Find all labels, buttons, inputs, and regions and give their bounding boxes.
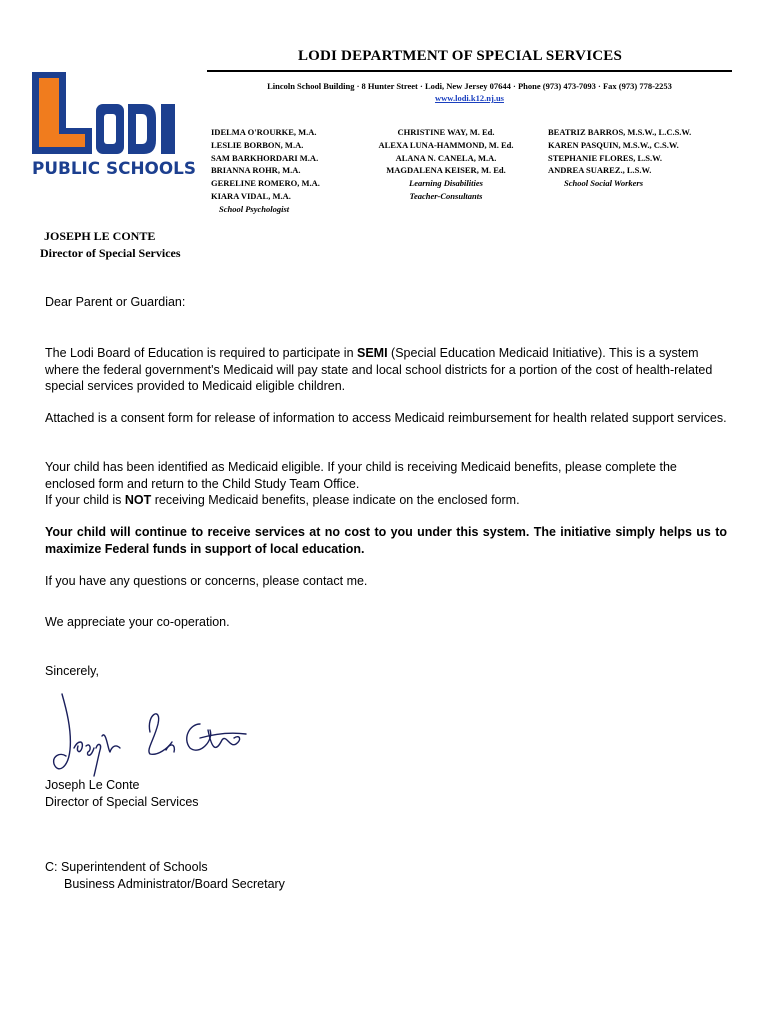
staff-name: ALEXA LUNA-HAMMOND, M. Ed.	[378, 139, 514, 150]
cc-superintendent: C: Superintendent of Schools	[45, 860, 208, 874]
staff-name: GERELINE ROMERO, M.A.	[211, 178, 320, 189]
staff-role: Teacher-Consultants	[409, 190, 483, 201]
paragraph-eligibility	[45, 459, 727, 509]
staff-name: KAREN PASQUIN, M.S.W., C.S.W.	[548, 139, 679, 150]
social-workers-column	[548, 126, 723, 190]
staff-name: SAM BARKHORDARI M.A.	[211, 152, 319, 163]
signature-image	[50, 690, 250, 780]
not-receiving-line	[45, 492, 727, 509]
cc-block	[45, 859, 727, 892]
staff-name: LESLIE BORBON, M.A.	[211, 139, 304, 150]
paragraph-contact: If you have any questions or concerns, please contact me.	[45, 574, 368, 588]
semi-emphasis: SEMI	[357, 346, 388, 360]
text-run: The Lodi Board of Education is required to participate in	[45, 346, 357, 360]
staff-name: ANDREA SUAREZ., L.S.W.	[548, 165, 652, 176]
signer-block	[45, 777, 727, 810]
paragraph-appreciation: We appreciate your co-operation.	[45, 615, 230, 629]
address-line: Lincoln School Building · 8 Hunter Street · Lodi, New Jersey 07644 · Phone (973) 473-7093 · Fax (973) 778-2253	[267, 81, 672, 91]
director-title: Director of Special Services	[40, 246, 181, 260]
paragraph-consent: Attached is a consent form for release of information to access Medicaid reimbursement for health related support services.	[45, 411, 727, 425]
website-link[interactable]: www.lodi.k12.nj.us	[435, 93, 504, 103]
salutation: Dear Parent or Guardian:	[45, 295, 186, 309]
staff-name: IDELMA O'ROURKE, M.A.	[211, 127, 317, 137]
signer-name: Joseph Le Conte	[45, 778, 140, 792]
paragraph-semi	[45, 345, 727, 395]
staff-name: STEPHANIE FLORES, L.S.W.	[548, 152, 662, 163]
psychologists-column	[211, 126, 361, 216]
staff-name: MAGDALENA KEISER, M. Ed.	[386, 165, 506, 176]
staff-name: BRIANNA ROHR, M.A.	[211, 165, 301, 176]
director-name: JOSEPH LE CONTE	[44, 229, 156, 243]
not-emphasis: NOT	[124, 493, 152, 507]
staff-role: School Psychologist	[219, 203, 290, 214]
lodi-public-schools-logo	[30, 70, 200, 180]
text-run: receiving Medicaid benefits, please indicate on the enclosed form.	[151, 493, 520, 507]
signer-title: Director of Special Services	[45, 794, 199, 809]
header-divider	[207, 70, 732, 72]
staff-role: School Social Workers	[564, 178, 644, 189]
closing: Sincerely,	[45, 664, 99, 678]
staff-name: CHRISTINE WAY, M. Ed.	[397, 127, 495, 137]
svg-text:PUBLIC SCHOOLS: PUBLIC SCHOOLS	[32, 159, 196, 179]
director-heading	[40, 228, 181, 262]
consultants-column	[366, 126, 526, 203]
staff-name: KIARA VIDAL, M.A.	[211, 190, 291, 201]
department-title: LODI DEPARTMENT OF SPECIAL SERVICES	[297, 48, 623, 64]
staff-name: ALANA N. CANELA, M.A.	[395, 152, 497, 163]
eligibility-line: Your child has been identified as Medicaid eligible. If your child is receiving Medicaid benefits, please complete the enclosed form and return to the Child Study Team Office.	[45, 460, 677, 491]
staff-name: BEATRIZ BARROS, M.S.W., L.C.S.W.	[548, 127, 692, 137]
staff-role: Learning Disabilities	[409, 178, 483, 189]
text-run: If your child is	[45, 493, 125, 507]
address-block	[207, 80, 732, 104]
paragraph-no-cost: Your child will continue to receive services at no cost to you under this system. The initiative simply helps us to maximize Federal funds in support of local education.	[45, 525, 727, 556]
text-run: (Special Education Medicaid Initiative). This is a system where the federal government's Medicaid will pay state and local school districts for a portion of the cost of health-related special services provided to Medicaid eligible children.	[45, 346, 713, 393]
cc-business-admin: Business Administrator/Board Secretary	[64, 876, 285, 891]
